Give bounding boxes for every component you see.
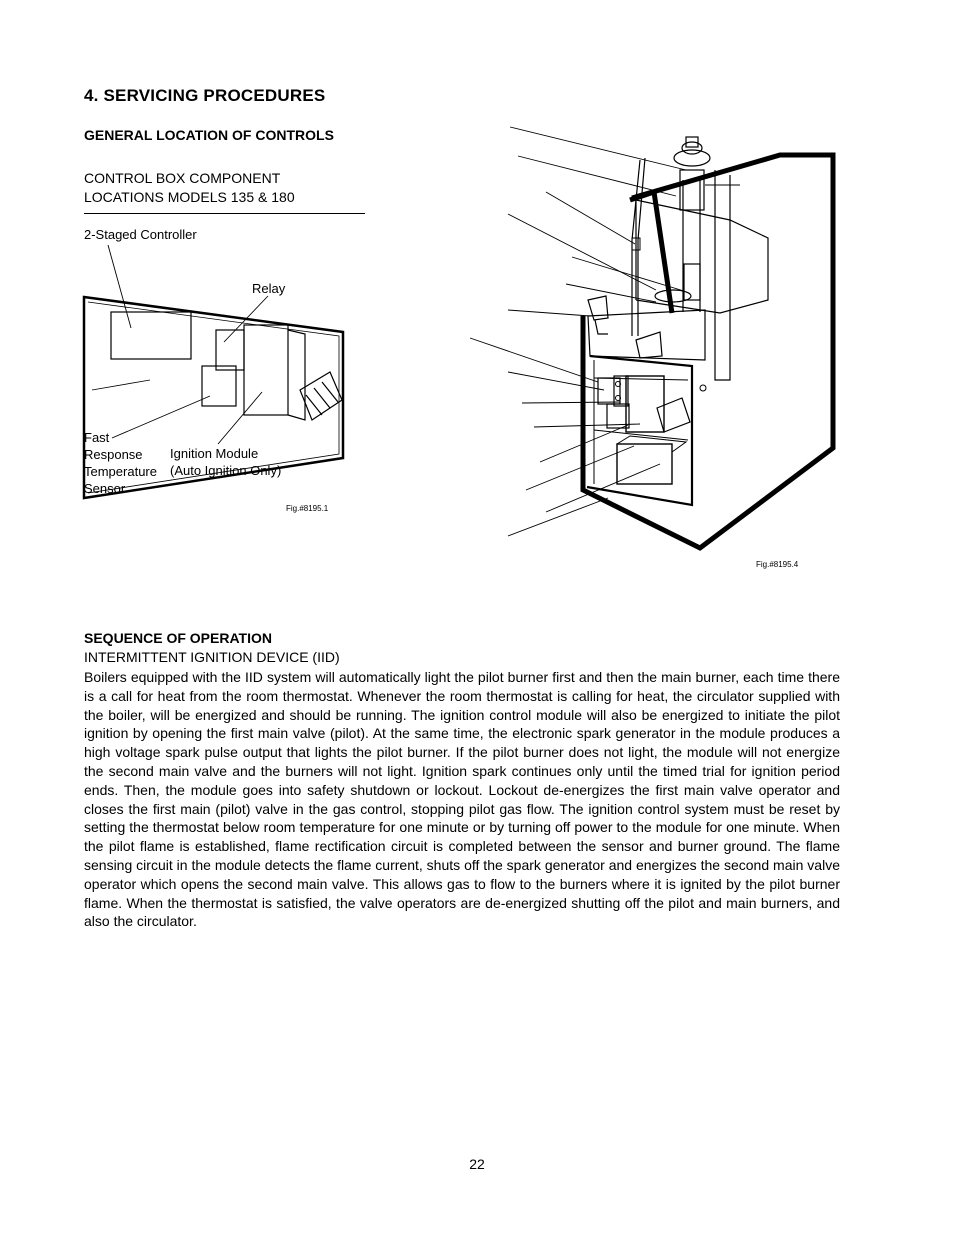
label-sensor-line3: Temperature: [84, 464, 157, 479]
figure-id-8195-4: Fig.#8195.4: [756, 560, 799, 569]
label-ignition-line2: (Auto Ignition Only): [170, 463, 282, 478]
label-ignition-line1: Ignition Module: [170, 446, 259, 461]
figure-id-8195-1: Fig.#8195.1: [286, 504, 329, 513]
general-location-heading: GENERAL LOCATION OF CONTROLS: [84, 127, 334, 143]
label-relay: Relay: [252, 281, 286, 296]
sequence-paragraph: Boilers equipped with the IID system will automatically light the pilot burner first and then the main burner, each time there is a call for heat from the room thermostat. Whenever the room thermostat is calling for heat, the circulator supplied with the boiler, will be energized and should be running. The ignition control module will also be energized to initiate the pilot ignition by opening the first main valve (pilot). At the same time, the electronic spark generator in the module produces a high voltage spark pulse output that lights the pilot burner. If the pilot burner does not light, the module will not energize the second main valve and the burners will not light. Ignition spark continues only until the timed trial for ignition period ends. Then, the module goes into safety shutdown or lockout. Lockout de-energizes the first main valve operator and closes the first main (pilot) valve in the gas control, stopping pilot gas flow. The ignition control system must be reset by setting the thermostat below room temperature for one minute or by turning off power to the module for one minute. When the pilot flame is established, flame rectification circuit is completed between the sensor and burner ground. The flame sensing circuit in the module detects the flame current, shuts off the spark generator and energizes the second main valve operator which opens the second main valve. This allows gas to flow to the burners where it is ignited by the pilot burner flame. When the thermostat is satisfied, the valve operators are de-energized shutting off the pilot and main burners, and also the circulator.: [84, 669, 840, 930]
label-sensor-line4: Sensor: [84, 481, 126, 496]
sequence-heading: SEQUENCE OF OPERATION: [84, 630, 272, 646]
control-box-caption-line2: LOCATIONS MODELS 135 & 180: [84, 189, 295, 205]
label-sensor-line2: Response: [84, 447, 143, 462]
label-sensor-line1: Fast: [84, 430, 110, 445]
section-title: 4. SERVICING PROCEDURES: [84, 86, 326, 105]
label-2-staged-controller: 2-Staged Controller: [84, 227, 197, 242]
page-number: 22: [469, 1156, 485, 1172]
sequence-subheading: INTERMITTENT IGNITION DEVICE (IID): [84, 649, 340, 665]
control-box-caption-line1: CONTROL BOX COMPONENT: [84, 170, 281, 186]
